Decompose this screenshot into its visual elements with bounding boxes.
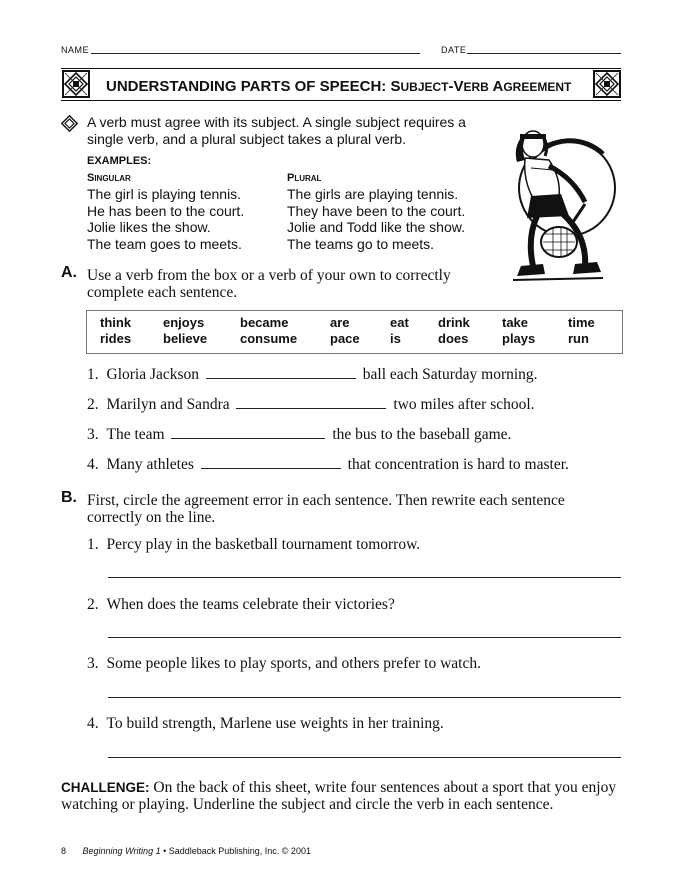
word-box-word: plays: [502, 331, 536, 346]
diamond-emblem-icon: [62, 70, 90, 98]
date-label: DATE: [441, 45, 467, 55]
section-b-letter: B.: [61, 489, 77, 506]
item-text-before: Gloria Jackson: [106, 366, 200, 383]
rewrite-line[interactable]: [108, 697, 621, 698]
word-box-word: became: [240, 315, 289, 330]
footer: [61, 846, 311, 856]
page-title: UNDERSTANDING PARTS OF SPEECH: SUBJECT-VERB AGREEMENT: [106, 78, 572, 95]
examples-label: EXAMPLES:: [87, 155, 152, 167]
name-label: NAME: [61, 45, 90, 55]
word-box-word: run: [568, 331, 589, 346]
section-b-item: [87, 715, 444, 733]
word-box-word: are: [330, 315, 350, 330]
plural-example: Jolie and Todd like the show.: [287, 219, 465, 235]
rewrite-line[interactable]: [108, 757, 621, 758]
item-number: 4.: [87, 456, 99, 473]
challenge-block: [61, 779, 621, 813]
item-text: To build strength, Marlene use weights in her training.: [106, 715, 444, 732]
section-b-instruction: First, circle the agreement error in each sentence. Then rewrite each sentence correctly on the line.: [87, 492, 565, 526]
word-box-word: pace: [330, 331, 360, 346]
item-number: 2.: [87, 596, 99, 613]
answer-blank[interactable]: [201, 456, 341, 469]
plural-examples: [287, 170, 487, 252]
plural-example: They have been to the court.: [287, 202, 466, 219]
item-text-after: the bus to the baseball game.: [332, 426, 512, 443]
item-text: When does the teams celebrate their victories?: [106, 596, 395, 613]
item-number: 1.: [87, 536, 99, 553]
word-box-word: enjoys: [163, 315, 205, 330]
section-b-item: [87, 655, 481, 673]
item-number: 4.: [87, 715, 99, 732]
word-box-word: take: [502, 315, 529, 330]
page-number: 8: [61, 846, 67, 856]
title-top-rule: [61, 68, 621, 69]
word-box-word: rides: [100, 331, 132, 346]
section-a-item: [87, 396, 535, 414]
plural-example: The girls are playing tennis.: [287, 186, 459, 202]
item-text-after: two miles after school.: [393, 396, 535, 413]
section-a-item: [87, 366, 538, 384]
plural-example: The teams go to meets.: [287, 235, 435, 252]
book-title: Beginning Writing 1: [82, 846, 161, 856]
word-box-word: drink: [438, 315, 470, 330]
word-box-word: does: [438, 331, 469, 346]
word-box-word: consume: [240, 331, 298, 346]
name-field-line[interactable]: [91, 53, 420, 54]
singular-heading: Singular: [87, 172, 131, 184]
diamond-emblem-icon: [593, 70, 621, 98]
challenge-text: On the back of this sheet, write four sentences about a sport that you enjoy watching or playing. Underline the subject and circle the verb in each sentence.: [61, 779, 617, 813]
item-text: Percy play in the basketball tournament tomorrow.: [106, 536, 421, 553]
word-box-word: eat: [390, 315, 409, 330]
item-text-before: Many athletes: [106, 456, 194, 473]
plural-heading: Plural: [287, 172, 322, 184]
rewrite-line[interactable]: [108, 637, 621, 638]
section-b-item: [87, 596, 395, 614]
singular-example: The team goes to meets.: [87, 235, 242, 252]
singular-examples: [87, 170, 287, 252]
word-box-word: time: [568, 315, 595, 330]
item-text-before: Marilyn and Sandra: [106, 396, 230, 413]
title-bottom-rule: [61, 100, 621, 101]
item-number: 3.: [87, 655, 99, 672]
item-text-after: ball each Saturday morning.: [362, 366, 538, 383]
diamond-bullet-icon: [61, 115, 78, 132]
item-number: 1.: [87, 366, 99, 383]
section-a-instruction: Use a verb from the box or a verb of your own to correctly complete each sentence.: [87, 267, 451, 301]
answer-blank[interactable]: [206, 366, 356, 379]
challenge-label: CHALLENGE:: [61, 780, 150, 795]
item-text: Some people likes to play sports, and others prefer to watch.: [106, 655, 481, 672]
item-number: 2.: [87, 396, 99, 413]
publisher-credit: • Saddleback Publishing, Inc. © 2001: [160, 846, 311, 856]
word-box-word: believe: [163, 331, 208, 346]
singular-example: He has been to the court.: [87, 202, 245, 219]
section-a-letter: A.: [61, 264, 77, 281]
singular-example: Jolie likes the show.: [87, 219, 211, 235]
tennis-player-illustration: [503, 118, 621, 286]
rewrite-line[interactable]: [108, 577, 621, 578]
word-box-word: is: [390, 331, 401, 346]
item-text-before: The team: [106, 426, 165, 443]
answer-blank[interactable]: [236, 396, 386, 409]
word-box-word: think: [100, 315, 132, 330]
item-number: 3.: [87, 426, 99, 443]
singular-example: The girl is playing tennis.: [87, 186, 242, 202]
item-text-after: that concentration is hard to master.: [347, 456, 569, 473]
section-a-item: [87, 426, 511, 444]
section-a-item: [87, 456, 569, 474]
section-b-item: [87, 536, 420, 554]
answer-blank[interactable]: [171, 426, 325, 439]
intro-text: A verb must agree with its subject. A single subject requires a single verb, and a plural subject takes a plural verb.: [87, 114, 466, 147]
date-field-line[interactable]: [467, 53, 621, 54]
